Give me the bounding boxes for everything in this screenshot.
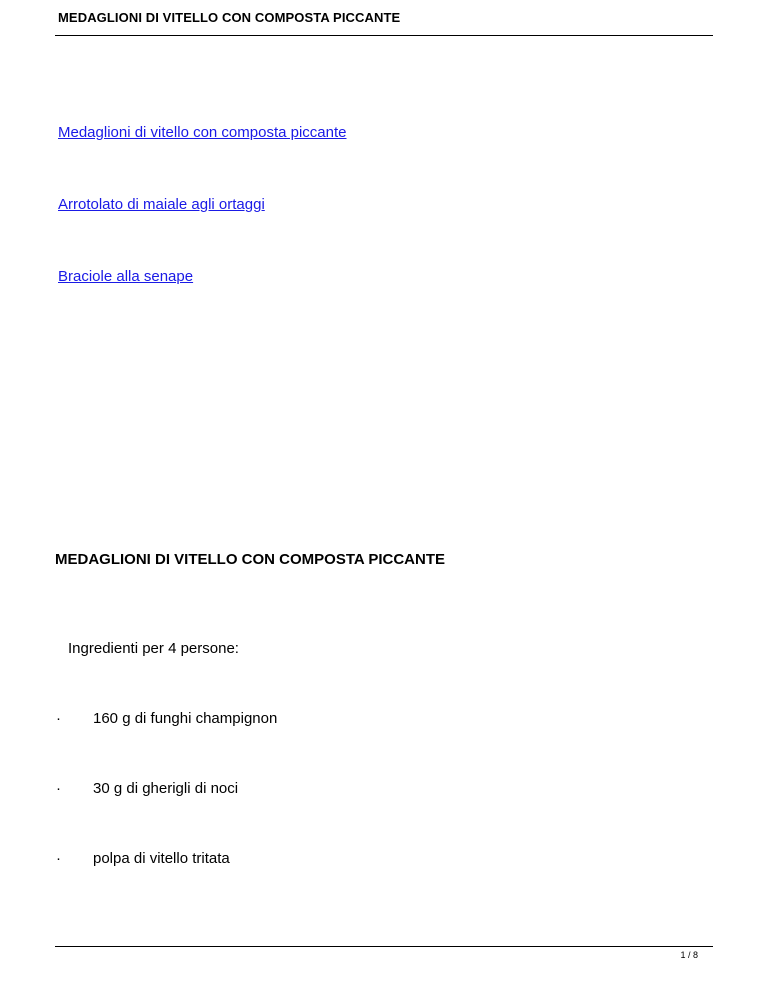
page-number: 1 / 8	[680, 950, 698, 960]
article-title: MEDAGLIONI DI VITELLO CON COMPOSTA PICCANTE	[55, 551, 445, 568]
bullet-icon: ·	[56, 780, 61, 797]
link-arrotolato-di-maiale[interactable]: Arrotolato di maiale agli ortaggi	[58, 196, 265, 213]
link-braciole-alla-senape[interactable]: Braciole alla senape	[58, 268, 194, 285]
ingredient-text: 160 g di funghi champignon	[93, 710, 278, 727]
header-divider	[55, 35, 713, 36]
ingredient-text: polpa di vitello tritata	[93, 850, 230, 867]
ingredient-text: 30 g di gherigli di noci	[93, 780, 239, 797]
footer-divider	[55, 946, 713, 947]
page-header-title: MEDAGLIONI DI VITELLO CON COMPOSTA PICCANTE	[58, 10, 401, 25]
bullet-icon: ·	[56, 850, 61, 867]
ingredients-heading: Ingredienti per 4 persone:	[68, 640, 239, 657]
link-medaglioni-di-vitello[interactable]: Medaglioni di vitello con composta piccante	[58, 124, 347, 141]
bullet-icon: ·	[56, 710, 61, 727]
